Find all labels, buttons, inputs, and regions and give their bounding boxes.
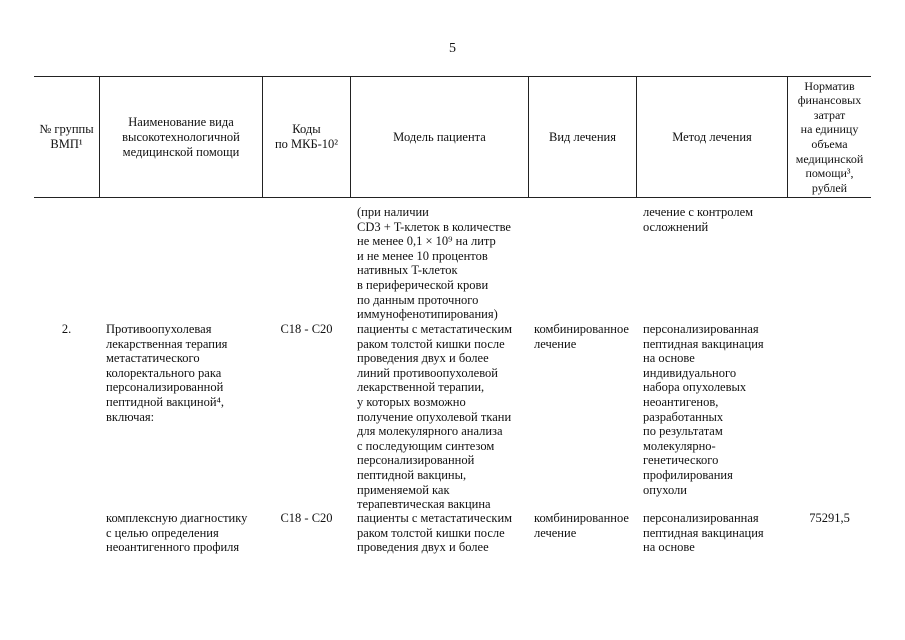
row-treatment-type: комбинированное лечение (534, 322, 629, 351)
page-number: 5 (449, 41, 456, 56)
header-treatment-method: Метод лечения (672, 129, 752, 144)
header-care-type: Наименование вида высокотехнологичной медицинской помощи (122, 114, 240, 159)
row-continuation-patient-model: (при наличии CD3 + T-клеток в количестве не менее 0,1 × 10⁹ на литр и не менее 10 процентов нативных T-клеток в периферической крови по данным проточного иммунофенотипирования) (357, 205, 511, 322)
header-bottom-rule (34, 197, 871, 198)
row-icd-codes: C18 - C20 (280, 322, 333, 336)
header-icd-codes: Коды по МКБ-10² (274, 122, 339, 151)
row-continuation-treatment-method: лечение с контролем осложнений (643, 205, 754, 234)
subrow-patient-model: пациенты с метастатическим раком толстой кишки после проведения двух и более (357, 511, 513, 555)
header-patient-model: Модель пациента (393, 129, 486, 144)
row-group-number: 2. (61, 322, 72, 336)
subrow-care-type: комплексную диагностику с целью определения неоантигенного профиля (106, 511, 248, 555)
subrow-treatment-type: комбинированное лечение (534, 511, 629, 540)
header-cost-norm: Норматив финансовых затрат на единицу объема медицинской помощи³, рублей (795, 78, 864, 195)
header-group-number: № группы ВМП¹ (39, 122, 94, 151)
subrow-cost-norm: 75291,5 (809, 511, 850, 525)
row-treatment-method: персонализированная пептидная вакцинация на основе индивидуального набора опухолевых неоантигенов, разработанных по результатам молекулярно- генетического профилирования опухоли (643, 322, 764, 497)
row-care-type: Противоопухолевая лекарственная терапия метастатического колоректального рака персонализированной пептидной вакциной⁴, включая: (106, 322, 228, 424)
subrow-treatment-method: персонализированная пептидная вакцинация на основе (643, 511, 764, 555)
row-patient-model: пациенты с метастатическим раком толстой кишки после проведения двух и более линий противоопухолевой лекарственной терапии, у которых возможно получение опухолевой ткани для молекулярного анализа с последующим синтезом персонализированной пептидной вакцины, применяемой как терапевтическая вакцина (357, 322, 513, 512)
subrow-icd-codes: C18 - C20 (280, 511, 333, 525)
header-treatment-type: Вид лечения (549, 129, 616, 144)
